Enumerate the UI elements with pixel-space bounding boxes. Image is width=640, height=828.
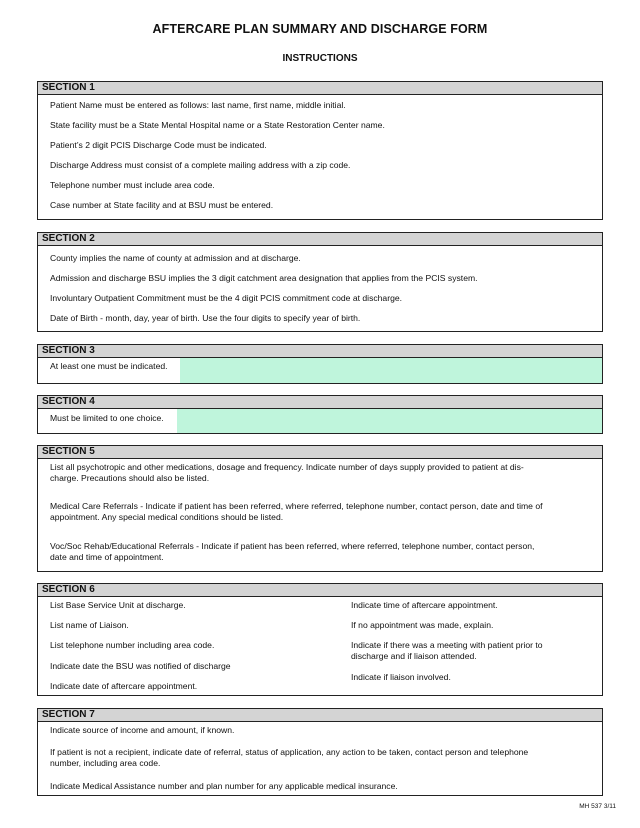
section-6-left-line: Indicate date of aftercare appointment. (50, 681, 198, 691)
section-6-left-line: List telephone number including area code. (50, 640, 215, 650)
section-5-heading: SECTION 5 (38, 446, 602, 459)
section-7-heading: SECTION 7 (38, 709, 602, 722)
section-1 (37, 81, 603, 220)
section-5-line: date and time of appointment. (50, 552, 164, 562)
section-6-right-line: Indicate if there was a meeting with patient prior to (351, 640, 543, 650)
section-7-line: If patient is not a recipient, indicate date of referral, status of application, any action to be taken, contact person and telephone (50, 747, 529, 757)
section-5 (37, 445, 603, 572)
section-5-line: appointment. Any special medical conditions should be listed. (50, 512, 284, 522)
section-6-right-line: Indicate if liaison involved. (351, 672, 451, 682)
section-5-line: Medical Care Referrals - Indicate if patient has been referred, where referred, telephone number, contact person, date and time of (50, 501, 543, 511)
section-5-line: List all psychotropic and other medications, dosage and frequency. Indicate number of days supply provided to patient at dis- (50, 462, 524, 472)
section-6-right-line: If no appointment was made, explain. (351, 620, 494, 630)
section-3 (37, 344, 603, 384)
section-2 (37, 232, 603, 332)
section-2-heading: SECTION 2 (38, 233, 602, 246)
section-4 (37, 395, 603, 434)
section-6-right-line: discharge and if liaison attended. (351, 651, 477, 661)
form-title: AFTERCARE PLAN SUMMARY AND DISCHARGE FORM (152, 22, 488, 36)
section-4-line: Must be limited to one choice. (50, 413, 164, 423)
section-7-line: number, including area code. (50, 758, 161, 768)
section-1-line: State facility must be a State Mental Hospital name or a State Restoration Center name. (50, 120, 385, 130)
section-6-left-line: List Base Service Unit at discharge. (50, 600, 186, 610)
section-6-heading: SECTION 6 (38, 584, 602, 597)
section-6 (37, 583, 603, 696)
section-2-line: County implies the name of county at admission and at discharge. (50, 253, 301, 263)
section-6-left-line: Indicate date the BSU was notified of discharge (50, 661, 231, 671)
section-1-line: Patient’s 2 digit PCIS Discharge Code must be indicated. (50, 140, 267, 150)
section-3-line: At least one must be indicated. (50, 361, 168, 371)
section-1-line: Discharge Address must consist of a complete mailing address with a zip code. (50, 160, 351, 170)
instructions-heading: INSTRUCTIONS (282, 53, 358, 64)
form-number: MH 537 3/11 (579, 803, 616, 810)
section-4-heading: SECTION 4 (38, 396, 602, 409)
section-7-line: Indicate source of income and amount, if known. (50, 725, 235, 735)
section-5-line: charge. Precautions should also be listed. (50, 473, 210, 483)
section-1-heading: SECTION 1 (38, 82, 602, 95)
section-2-line: Involuntary Outpatient Commitment must be the 4 digit PCIS commitment code at discharge. (50, 293, 403, 303)
section-1-line: Telephone number must include area code. (50, 180, 215, 190)
section-6-right-line: Indicate time of aftercare appointment. (351, 600, 498, 610)
section-5-line: Voc/Soc Rehab/Educational Referrals - Indicate if patient has been referred, where referred, telephone number, contact person, (50, 541, 535, 551)
section-3-heading: SECTION 3 (38, 345, 602, 358)
section-6-left-line: List name of Liaison. (50, 620, 129, 630)
section-7-line: Indicate Medical Assistance number and plan number for any applicable medical insurance. (50, 781, 398, 791)
section-1-line: Patient Name must be entered as follows: last name, first name, middle initial. (50, 100, 346, 110)
section-2-line: Date of Birth - month, day, year of birth. Use the four digits to specify year of birth. (50, 313, 361, 323)
section-1-line: Case number at State facility and at BSU must be entered. (50, 200, 274, 210)
section-7 (37, 708, 603, 796)
section-2-line: Admission and discharge BSU implies the 3 digit catchment area designation that applies from the PCIS system. (50, 273, 478, 283)
